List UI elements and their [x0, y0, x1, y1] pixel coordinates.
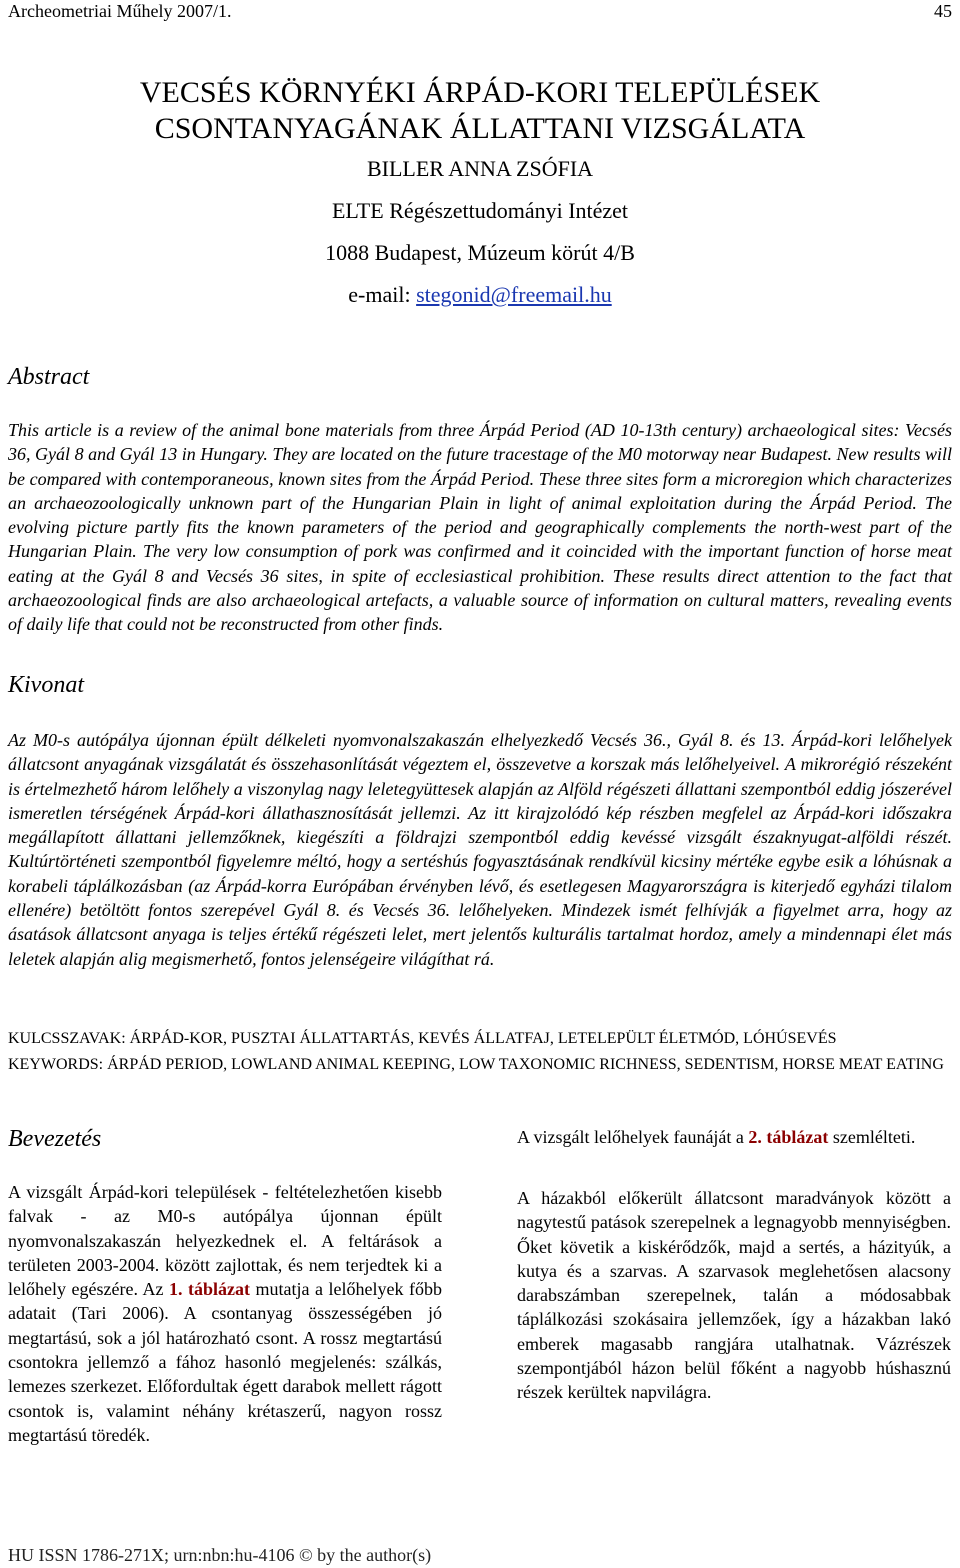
- intro-right-paragraph-2: A házakból előkerült állatcsont maradványok között a nagytestű patások szerepelnek a legnagyobb mennyiségben. Őket követik a kiskérődzők, majd a sertés, a házityúk, a kutya és a szarvas. A szarvasok meglehetősen alacsony darabszámban szerepelnek, talán a módosabbak táplálkozási szokásaira jellemzőek, így a házakban lakó emberek magasabb rangjára utalhatnak. Vázrészek szempontjából házon belül főként a nagyobb húshasznú részek kerültek napvilágra.: [517, 1188, 951, 1403]
- intro-right-text-1: A vizsgált lelőhelyek faunáját a: [517, 1127, 749, 1147]
- author-address: 1088 Budapest, Múzeum körút 4/B: [325, 240, 635, 265]
- intro-heading: Bevezetés: [8, 1126, 102, 1152]
- intro-right-paragraph-1: [517, 1125, 951, 1149]
- kivonat-heading: Kivonat: [8, 672, 84, 698]
- email-label: e-mail:: [348, 282, 417, 307]
- table-2-link[interactable]: 2. táblázat: [748, 1127, 829, 1147]
- footer-issn: HU ISSN 1786-271X; urn:nbn:hu-4106 © by the author(s): [8, 1545, 432, 1565]
- author-email: [0, 280, 960, 310]
- keywords-en: [8, 1052, 952, 1078]
- author-institute: ELTE Régészettudományi Intézet: [331, 198, 629, 223]
- kivonat-text: Az M0-s autópálya újonnan épült délkeleti nyomvonalszakaszán elhelyezkedő Vecsés 36., Gyál 8. és 13. Árpád-kori lelőhelyek állatcsont anyagának vizsgálatát és összehasonlítását végeztem el, összevetve a korszak más lelőhelyeivel. A mikrorégió részeként is értelmezhető három lelőhely a viszonylag nagy leletegyüttesek alapján az Alföld régészeti állattani szempontból eddig jószerével ismeretlen térségének Árpád-kori állathasznosítását jellemzi. Az itt kirajzolódó kép részben megfelel az Árpád-kori időszakra megállapított állattani jellemzőknek, kiegészíti a földrajzi szempontból eddig kevéssé vizsgált északnyugat-alföldi részét. Kultúrtörténeti szempontból figyelemre méltó, hogy a sertéshús fogyasztásának rendkívül kicsiny mértéke egybe esik a lóhúsnak a korabeli táplálkozásban (az Árpád-korra Európában érvényben lévő, és esetlegesen Magyarországra is kiterjedő egyházi tilalom ellenére) betöltött fontos szerepével Gyál 8. és Vecsés 36. lelőhelyeken. Mindezek ismét felhívják a figyelmet arra, hogy az ásatások állatcsont anyaga is teljes értékű régészeti lelet, mert jelentős kulturális tartalmat hordoz, amely a mindennapi élet más leletek alapján alig megismerhető, fontos jelenségeire világíthat rá.: [8, 730, 952, 969]
- title-line-1: VECSÉS KÖRNYÉKI ÁRPÁD-KORI TELEPÜLÉSEK: [139, 76, 821, 109]
- email-link[interactable]: stegonid@freemail.hu: [416, 282, 612, 307]
- keywords-en-text: ÁRPÁD PERIOD, LOWLAND ANIMAL KEEPING, LOW TAXONOMIC RICHNESS, SEDENTISM, HORSE MEAT EATING: [107, 1056, 944, 1073]
- author-name: BILLER ANNA ZSÓFIA: [366, 156, 594, 181]
- intro-left-text-2: mutatja a lelőhelyek főbb adatait (Tari 2006). A csontanyag összességében jó megtartású, sok a jól határozható csont. A rossz megtartású csontokra jellemző a fához hasonló megjelenés: szálkás, lemezes szerkezet. Előfordultak égett darabok mellett rágott csontok is, valamint néhány krétaszerű, nagyon rossz megtartású töredék.: [8, 1279, 443, 1445]
- keywords-hu-label: KULCSSZAVAK:: [8, 1030, 126, 1047]
- abstract-text: This article is a review of the animal bone materials from three Árpád Period (AD 10-13th century) archaeological sites: Vecsés 36, Gyál 8 and Gyál 13 in Hungary. They are located on the future tracestage of the M0 motorway near Budapest. New results will be compared with contemporaneous, known sites from the Árpád Period. These three sites form a microregion which characterizes an archaeozoologically unknown part of the Hungarian Plain in light of animal exploitation during the Árpád Period. The evolving picture partly fits the known parameters of the period and geographically complements the north-west part of the Hungarian Plain. The very low consumption of pork was confirmed and it coincided with the important function of horse meat eating at the Gyál 8 and Vecsés 36 sites, in spite of ecclesiastical prohibition. These results direct attention to the fact that archaeozoological finds are also archaeological artefacts, a valuable source of information on cultural matters, revealing events of daily life that could not be reconstructed from other finds.: [8, 420, 952, 635]
- table-1-link[interactable]: 1. táblázat: [168, 1279, 250, 1300]
- intro-right-text-2: szemlélteti.: [828, 1127, 916, 1147]
- keywords-hu-text: ÁRPÁD-KOR, PUSZTAI ÁLLATTARTÁS, KEVÉS ÁLLATFAJ, LETELEPÜLT ÉLETMÓD, LÓHÚSEVÉS: [129, 1030, 837, 1047]
- title-line-2: CSONTANYAGÁNAK ÁLLATTANI VIZSGÁLATA: [154, 112, 806, 145]
- keywords-hu: [8, 1026, 952, 1052]
- journal-header: Archeometriai Műhely 2007/1.: [8, 1, 232, 21]
- page-number: 45: [934, 1, 952, 21]
- keywords-en-label: KEYWORDS:: [8, 1056, 104, 1073]
- intro-left-text-1: A vizsgált Árpád-kori települések - feltételezhetően kisebb falvak - az M0-s autópálya újonnan épült nyomvonalszakaszán helyezkednek el. A feltárások a területen 2003-2004. között zajlottak, és nem terjedtek ki a lelőhely egészére. Az: [8, 1182, 442, 1300]
- intro-left-paragraph: [8, 1180, 442, 1447]
- abstract-heading: Abstract: [8, 364, 90, 390]
